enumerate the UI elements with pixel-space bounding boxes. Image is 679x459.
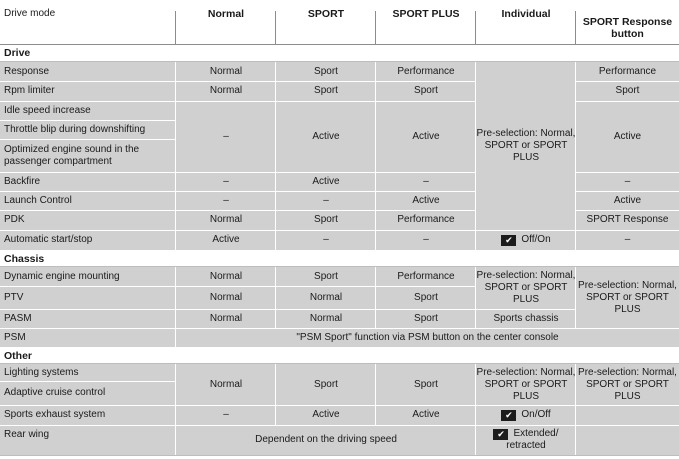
cell-value: Performance xyxy=(397,214,455,225)
cell-value-line-1: Pre-selection: Normal, xyxy=(476,270,576,281)
cell-ass-normal xyxy=(176,230,276,250)
cell-response-sport-response xyxy=(576,62,679,81)
cell-other-merged-sport-plus xyxy=(376,364,476,405)
header-sport-plus xyxy=(376,0,476,48)
cell-value: Active xyxy=(412,130,440,142)
rear-wing-individual-line-1 xyxy=(493,428,558,440)
cell-value-line-3: PLUS xyxy=(512,390,540,402)
cell-value: Active xyxy=(613,130,642,142)
cell-exhaust-sport xyxy=(276,405,376,425)
cell-response-sport-plus xyxy=(376,62,476,81)
cell-value: Active xyxy=(412,194,440,206)
cell-value: Sport xyxy=(314,214,338,225)
cell-merged-normal xyxy=(176,101,276,172)
cell-value-line-3: PLUS xyxy=(614,390,641,402)
header-drive-mode-label: Drive mode xyxy=(4,8,56,19)
row-pasm-label xyxy=(0,309,176,328)
section-drive-label: Drive xyxy=(4,47,31,59)
cell-rpm-sport-plus xyxy=(376,81,476,101)
cell-launch-sport-plus xyxy=(376,191,476,210)
cell-value: Sport xyxy=(314,65,338,77)
cell-value: Performance xyxy=(397,65,455,77)
row-rear-wing-label xyxy=(0,425,176,455)
grid-line xyxy=(475,62,476,250)
grid-line xyxy=(0,120,176,121)
row-ptv-label xyxy=(0,286,176,309)
grid-line xyxy=(275,267,276,328)
section-rule xyxy=(0,61,679,62)
grid-line xyxy=(0,286,476,287)
row-rpm-limiter-label xyxy=(0,81,176,101)
cell-other-sport-response xyxy=(576,364,679,405)
cell-backfire-sport xyxy=(276,172,376,191)
grid-line xyxy=(175,328,176,347)
cell-value: Normal xyxy=(209,85,243,96)
grid-line xyxy=(0,381,176,382)
grid-line xyxy=(0,139,176,140)
row-psm-label xyxy=(0,328,176,347)
cell-launch-normal xyxy=(176,191,276,210)
row-engine-sound-label xyxy=(0,139,176,172)
cell-value: – xyxy=(223,409,229,420)
header-divider xyxy=(175,11,176,44)
cell-rpm-sport xyxy=(276,81,376,101)
row-acc-label xyxy=(0,381,176,405)
row-throttle-blip-label xyxy=(0,120,176,139)
section-rule xyxy=(0,266,679,267)
cell-pasm-individual xyxy=(476,309,576,328)
header-sport-response-label-1: SPORT Response xyxy=(582,16,673,28)
cell-value: Active xyxy=(412,409,440,420)
header-sport-label: SPORT xyxy=(307,8,345,20)
row-label: Launch Control xyxy=(4,194,72,206)
cell-value: Off/On xyxy=(521,234,551,245)
cell-other-merged-sport xyxy=(276,364,376,405)
cell-value-line-2: retracted xyxy=(506,440,546,451)
row-auto-start-stop-label xyxy=(0,230,176,250)
grid-line xyxy=(575,62,576,250)
row-dynamic-mounting-label xyxy=(0,267,176,286)
cell-rear-wing-individual xyxy=(476,425,576,455)
cell-value: Dependent on the driving speed xyxy=(255,434,397,445)
cell-value: Normal xyxy=(309,312,343,324)
grid-line xyxy=(576,210,679,211)
cell-value: Active xyxy=(312,175,340,187)
grid-line xyxy=(175,267,176,328)
cell-value: Performance xyxy=(598,65,657,77)
header-individual xyxy=(476,0,576,48)
cell-value: Sport xyxy=(314,270,338,282)
cell-exhaust-sport-response xyxy=(576,405,679,425)
cell-value-line-1: Pre-selection: Normal, xyxy=(476,366,576,378)
grid-line xyxy=(375,364,376,425)
cell-value-line-3: PLUS xyxy=(614,303,641,315)
cell-value: Normal xyxy=(209,312,243,324)
check-icon: ✔ xyxy=(501,410,516,421)
cell-value: Sport xyxy=(615,85,640,96)
row-label: Adaptive cruise control xyxy=(4,387,106,398)
row-label: PTV xyxy=(4,291,24,303)
cell-value: Normal xyxy=(209,270,243,282)
header-divider xyxy=(375,11,376,44)
cell-value: – xyxy=(223,194,229,206)
header-divider xyxy=(475,11,476,44)
cell-response-normal xyxy=(176,62,276,81)
row-label: Response xyxy=(4,65,50,77)
grid-line xyxy=(575,364,576,455)
section-chassis xyxy=(0,250,679,267)
cell-value: – xyxy=(223,175,229,187)
cell-pasm-sport-plus xyxy=(376,309,476,328)
grid-line xyxy=(375,62,376,250)
cell-value-line-1: Pre-selection: Normal, xyxy=(578,366,677,378)
check-icon: ✔ xyxy=(501,235,516,246)
row-exhaust-label xyxy=(0,405,176,425)
grid-line xyxy=(275,62,276,250)
cell-value: – xyxy=(323,234,329,245)
cell-value-line-1: Extended/ xyxy=(513,428,559,439)
cell-pdk-sport-plus xyxy=(376,210,476,230)
grid-line xyxy=(175,364,176,455)
grid-line xyxy=(175,62,176,250)
cell-ptv-normal xyxy=(176,286,276,309)
row-label: Throttle blip during downshifting xyxy=(4,123,146,135)
cell-rear-wing-span xyxy=(176,425,476,455)
cell-backfire-normal xyxy=(176,172,276,191)
section-chassis-label: Chassis xyxy=(4,252,45,265)
cell-value: Sport xyxy=(414,312,438,324)
cell-drive-individual xyxy=(476,62,576,230)
cell-value-line-2: SPORT or SPORT xyxy=(484,140,568,151)
row-label: Rpm limiter xyxy=(4,85,55,96)
cell-value-line-1: Pre-selection: Normal, xyxy=(476,128,576,139)
cell-dem-normal xyxy=(176,267,276,286)
grid-line xyxy=(576,172,679,173)
cell-value: SPORT Response xyxy=(586,214,669,225)
row-label: PASM xyxy=(4,312,32,324)
cell-value-line-2: SPORT or SPORT xyxy=(484,282,568,293)
header-individual-label: Individual xyxy=(501,8,551,20)
cell-merged-sport-response xyxy=(576,101,679,172)
header-sport-response xyxy=(576,0,679,48)
grid-line xyxy=(0,101,476,102)
cell-pasm-normal xyxy=(176,309,276,328)
cell-value: "PSM Sport" function via PSM button on the center console xyxy=(296,331,559,343)
cell-dem-sport-plus xyxy=(376,267,476,286)
cell-rpm-sport-response xyxy=(576,81,679,101)
grid-line xyxy=(275,364,276,425)
header-divider xyxy=(575,11,576,44)
grid-line xyxy=(575,267,576,328)
cell-backfire-sport-plus xyxy=(376,172,476,191)
grid-line xyxy=(576,81,679,82)
cell-ptv-sport-plus xyxy=(376,286,476,309)
cell-dem-sport xyxy=(276,267,376,286)
cell-psm-span xyxy=(176,328,679,347)
cell-value: Active xyxy=(312,409,340,420)
grid-line xyxy=(0,191,476,192)
cell-merged-sport-plus xyxy=(376,101,476,172)
cell-chassis-sport-response xyxy=(576,267,679,328)
row-label: Lighting systems xyxy=(4,366,79,378)
grid-line xyxy=(576,191,679,192)
cell-value: – xyxy=(323,194,329,206)
row-label: PSM xyxy=(4,331,26,343)
cell-launch-sport-response xyxy=(576,191,679,210)
table-bottom-rule xyxy=(0,455,679,456)
cell-exhaust-individual xyxy=(476,405,576,425)
row-label: Sports exhaust system xyxy=(4,409,106,420)
row-lighting-label xyxy=(0,364,176,381)
cell-value: Normal xyxy=(209,291,243,303)
cell-value: Normal xyxy=(209,214,243,225)
cell-exhaust-normal xyxy=(176,405,276,425)
cell-value: – xyxy=(223,130,229,142)
cell-merged-sport xyxy=(276,101,376,172)
cell-value: Sport xyxy=(414,291,438,303)
row-label-line-2: passenger compartment xyxy=(4,155,112,167)
row-idle-speed-label xyxy=(0,101,176,120)
grid-line xyxy=(576,101,679,102)
header-sport-response-label-2: button xyxy=(611,28,644,40)
row-label: Rear wing xyxy=(4,429,50,440)
cell-value-line-3: PLUS xyxy=(512,152,540,163)
check-icon: ✔ xyxy=(493,429,508,440)
row-label-line-1: Optimized engine sound in the xyxy=(4,143,140,155)
header-normal-label: Normal xyxy=(207,8,245,20)
cell-rpm-normal xyxy=(176,81,276,101)
cell-response-sport xyxy=(276,62,376,81)
row-label: Automatic start/stop xyxy=(4,234,93,245)
header-divider xyxy=(275,11,276,44)
cell-value: Sports chassis xyxy=(493,312,559,324)
cell-value: – xyxy=(423,175,429,187)
cell-other-merged-normal xyxy=(176,364,276,405)
cell-value: Sport xyxy=(414,378,438,390)
cell-chassis-individual xyxy=(476,267,576,309)
row-label: Backfire xyxy=(4,175,41,187)
header-sport-plus-label: SPORT PLUS xyxy=(392,8,460,20)
row-response-label xyxy=(0,62,176,81)
row-pdk-label xyxy=(0,210,176,230)
cell-value-line-1: Pre-selection: Normal, xyxy=(578,279,677,291)
cell-value-line-2: SPORT or SPORT xyxy=(586,291,669,303)
cell-value: Sport xyxy=(314,85,338,96)
cell-value: Normal xyxy=(209,65,243,77)
cell-value-line-2: SPORT or SPORT xyxy=(484,378,568,390)
row-backfire-label xyxy=(0,172,176,191)
grid-line xyxy=(0,405,679,406)
cell-other-individual xyxy=(476,364,576,405)
cell-value: – xyxy=(624,175,631,187)
cell-value: Performance xyxy=(397,270,455,282)
cell-value: On/Off xyxy=(521,409,551,420)
cell-ass-individual xyxy=(476,230,576,250)
header-normal xyxy=(176,0,276,48)
grid-line xyxy=(0,172,476,173)
grid-line xyxy=(0,309,576,310)
row-label: PDK xyxy=(4,214,25,225)
cell-value: Active xyxy=(312,130,340,142)
cell-ass-sport-plus xyxy=(376,230,476,250)
grid-line xyxy=(0,81,476,82)
cell-exhaust-sport-plus xyxy=(376,405,476,425)
cell-value: Active xyxy=(212,234,240,245)
row-label: Dynamic engine mounting xyxy=(4,270,120,282)
section-rule xyxy=(0,363,679,364)
section-other xyxy=(0,347,679,364)
grid-line xyxy=(475,267,476,328)
cell-value: Sport xyxy=(414,85,438,96)
cell-ass-sport-response xyxy=(576,230,679,250)
grid-line xyxy=(0,328,679,329)
row-launch-control-label xyxy=(0,191,176,210)
cell-ass-sport xyxy=(276,230,376,250)
cell-value: Normal xyxy=(209,378,243,390)
grid-line xyxy=(475,364,476,455)
cell-backfire-sport-response xyxy=(576,172,679,191)
grid-line xyxy=(375,267,376,328)
cell-value: Sport xyxy=(314,378,338,390)
cell-value: Normal xyxy=(309,291,343,303)
row-label: Idle speed increase xyxy=(4,104,91,116)
cell-value: – xyxy=(624,234,631,245)
header-drive-mode xyxy=(0,0,176,48)
cell-value-line-3: PLUS xyxy=(512,294,540,305)
section-other-label: Other xyxy=(4,349,33,362)
cell-rear-wing-sport-response xyxy=(576,425,679,455)
cell-value: Active xyxy=(613,194,642,206)
cell-value-line-2: SPORT or SPORT xyxy=(586,378,669,390)
cell-value: – xyxy=(423,234,429,245)
cell-pasm-sport xyxy=(276,309,376,328)
cell-ptv-sport xyxy=(276,286,376,309)
cell-pdk-sport xyxy=(276,210,376,230)
section-drive xyxy=(0,44,679,62)
cell-pdk-sport-response xyxy=(576,210,679,230)
cell-pdk-normal xyxy=(176,210,276,230)
grid-line xyxy=(0,210,476,211)
header-bottom-rule xyxy=(0,44,679,45)
header-sport xyxy=(276,0,376,48)
grid-line xyxy=(0,425,679,426)
grid-line xyxy=(0,230,679,231)
cell-launch-sport xyxy=(276,191,376,210)
